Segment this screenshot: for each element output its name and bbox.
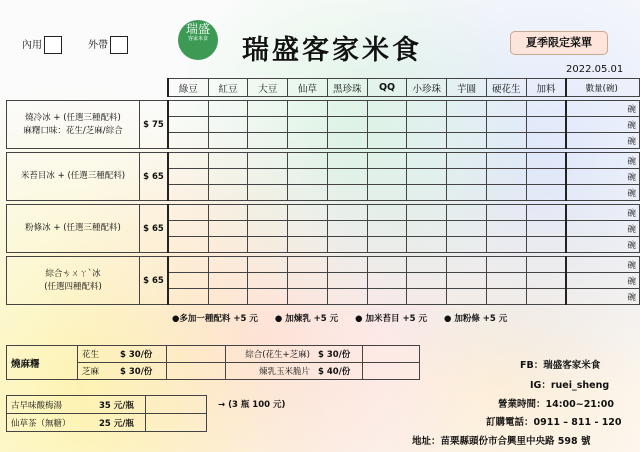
topping-cell[interactable] <box>526 205 566 221</box>
topping-cell[interactable] <box>407 153 447 169</box>
topping-cell[interactable] <box>367 237 407 253</box>
mochi-label: 燒麻糬 <box>7 346 78 380</box>
topping-cell[interactable] <box>288 153 328 169</box>
topping-cell[interactable] <box>208 117 248 133</box>
topping-cell[interactable] <box>447 289 487 305</box>
topping-cell[interactable] <box>367 117 407 133</box>
topping-cell[interactable] <box>367 169 407 185</box>
topping-cell[interactable] <box>327 185 367 201</box>
topping-cell[interactable] <box>208 289 248 305</box>
topping-cell[interactable] <box>447 257 487 273</box>
topping-cell[interactable] <box>526 185 566 201</box>
topping-cell[interactable] <box>248 205 288 221</box>
col-black-pearl: 黑珍珠 <box>327 79 367 97</box>
product-price: $ 65 <box>140 205 168 253</box>
quantity-cell[interactable] <box>566 237 639 253</box>
topping-cell[interactable] <box>526 117 566 133</box>
topping-cell[interactable] <box>407 289 447 305</box>
topping-cell[interactable] <box>327 205 367 221</box>
topping-cell[interactable] <box>208 273 248 289</box>
topping-cell[interactable] <box>248 185 288 201</box>
logo-text: 瑞盛 <box>185 22 210 36</box>
bowl-unit: 碗 <box>627 156 636 167</box>
topping-cell[interactable] <box>367 221 407 237</box>
topping-cell[interactable] <box>168 205 208 221</box>
topping-cell[interactable] <box>168 185 208 201</box>
topping-cell[interactable] <box>447 237 487 253</box>
drink-name: 仙草茶（無糖） <box>7 414 96 432</box>
topping-cell[interactable] <box>208 169 248 185</box>
topping-cell[interactable] <box>526 237 566 253</box>
topping-cell[interactable] <box>407 185 447 201</box>
product-name: 米苔目冰 + (任選三種配料) <box>20 171 126 181</box>
topping-cell[interactable] <box>486 133 526 149</box>
topping-cell[interactable] <box>486 117 526 133</box>
topping-cell[interactable] <box>327 169 367 185</box>
topping-cell[interactable] <box>288 185 328 201</box>
topping-cell[interactable] <box>367 289 407 305</box>
col-small-pearl: 小珍珠 <box>407 79 447 97</box>
col-quantity: 數量(碗) <box>566 79 639 97</box>
product-name: 燒冷冰 + (任選三種配料) <box>25 112 121 123</box>
topping-cell[interactable] <box>288 133 328 149</box>
topping-cell[interactable] <box>486 101 526 117</box>
table-header-row <box>7 79 640 97</box>
takeout-checkbox[interactable] <box>110 36 128 54</box>
drink-price: 25 元/瓶 <box>95 414 146 432</box>
topping-cell[interactable] <box>327 221 367 237</box>
topping-cell[interactable] <box>486 289 526 305</box>
bowl-unit: 碗 <box>627 104 636 115</box>
dine-in-label: 內用 <box>22 40 42 51</box>
topping-cell[interactable] <box>407 205 447 221</box>
topping-cell[interactable] <box>208 205 248 221</box>
topping-cell[interactable] <box>208 237 248 253</box>
topping-cell[interactable] <box>168 237 208 253</box>
mochi-table <box>6 345 420 380</box>
mochi-item-price: $ 40/份 <box>314 363 363 380</box>
mochi-qty-cell[interactable] <box>363 346 420 363</box>
topping-cell[interactable] <box>367 273 407 289</box>
product-name-cell <box>7 153 140 201</box>
topping-cell[interactable] <box>248 273 288 289</box>
topping-cell[interactable] <box>288 117 328 133</box>
topping-cell[interactable] <box>447 221 487 237</box>
product-name-cell <box>7 205 140 253</box>
page-title: 瑞盛客家米食 <box>242 35 422 66</box>
topping-cell[interactable] <box>208 133 248 149</box>
bowl-unit: 碗 <box>627 240 636 251</box>
product-name-cell <box>7 101 140 149</box>
topping-cell[interactable] <box>447 273 487 289</box>
topping-cell[interactable] <box>248 101 288 117</box>
addon-item: ● 加米苔目 +5 元 <box>355 314 427 324</box>
takeout-option[interactable] <box>88 36 128 54</box>
product-name-cell <box>7 257 140 305</box>
topping-cell[interactable] <box>486 205 526 221</box>
dine-in-option[interactable] <box>22 36 62 54</box>
quantity-cell[interactable] <box>566 257 639 273</box>
drinks-table <box>6 395 207 432</box>
bowl-unit: 碗 <box>627 120 636 131</box>
product-price: $ 65 <box>140 257 168 305</box>
addons-line <box>172 312 521 324</box>
topping-cell[interactable] <box>526 101 566 117</box>
topping-cell[interactable] <box>248 257 288 273</box>
drink-offer: → (3 瓶 100 元) <box>218 400 286 410</box>
quantity-cell[interactable] <box>566 273 639 289</box>
topping-cell[interactable] <box>288 169 328 185</box>
col-grass-jelly: 仙草 <box>288 79 328 97</box>
product-name: 粉條冰 + (任選三種配料) <box>25 223 121 233</box>
topping-cell[interactable] <box>168 273 208 289</box>
brand-logo <box>178 20 218 60</box>
col-taro-ball: 芋圓 <box>447 79 487 97</box>
topping-cell[interactable] <box>288 237 328 253</box>
topping-cell[interactable] <box>486 257 526 273</box>
topping-cell[interactable] <box>407 257 447 273</box>
topping-cell[interactable] <box>288 257 328 273</box>
table-row <box>7 101 640 117</box>
mochi-item-name: 綜合(花生+芝麻) <box>226 346 315 363</box>
quantity-cell[interactable] <box>566 221 639 237</box>
address-info: 地址：苗栗縣頭份市合興里中央路 598 號 <box>412 436 591 447</box>
topping-cell[interactable] <box>248 133 288 149</box>
topping-cell[interactable] <box>486 169 526 185</box>
topping-cell[interactable] <box>447 205 487 221</box>
topping-cell[interactable] <box>327 237 367 253</box>
col-soybean: 大豆 <box>248 79 288 97</box>
hours-info: 營業時間：14:00~21:00 <box>498 399 614 410</box>
topping-cell[interactable] <box>447 101 487 117</box>
table-row <box>7 257 640 273</box>
topping-cell[interactable] <box>486 153 526 169</box>
mochi-item-name: 花生 <box>78 346 117 363</box>
topping-cell[interactable] <box>288 289 328 305</box>
topping-cell[interactable] <box>367 257 407 273</box>
topping-cell[interactable] <box>248 289 288 305</box>
topping-cell[interactable] <box>447 169 487 185</box>
phone-info: 訂購電話：0911 – 811 - 120 <box>486 417 622 428</box>
bowl-unit: 碗 <box>627 292 636 303</box>
topping-cell[interactable] <box>168 101 208 117</box>
topping-cell[interactable] <box>288 205 328 221</box>
product-price: $ 75 <box>140 101 168 149</box>
table-row <box>7 205 640 221</box>
topping-cell[interactable] <box>327 101 367 117</box>
quantity-cell[interactable] <box>566 169 639 185</box>
topping-cell[interactable] <box>407 117 447 133</box>
menu-date: 2022.05.01 <box>566 64 624 75</box>
topping-cell[interactable] <box>407 273 447 289</box>
addon-item: ●多加一種配料 +5 元 <box>172 314 258 324</box>
bowl-unit: 碗 <box>627 260 636 271</box>
topping-cell[interactable] <box>168 169 208 185</box>
topping-cell[interactable] <box>367 185 407 201</box>
takeout-label: 外帶 <box>88 40 108 51</box>
col-mung-bean: 綠豆 <box>168 79 208 97</box>
mochi-item-price: $ 30/份 <box>116 346 167 363</box>
mochi-item-name: 煉乳玉米脆片 <box>226 363 315 380</box>
summer-menu-badge: 夏季限定菜單 <box>510 31 608 55</box>
order-table <box>6 78 640 305</box>
topping-cell[interactable] <box>168 133 208 149</box>
bowl-unit: 碗 <box>627 276 636 287</box>
product-name: 綜合ㄘㄨㄚˋ冰 <box>45 268 101 279</box>
quantity-cell[interactable] <box>566 185 639 201</box>
topping-cell[interactable] <box>288 221 328 237</box>
topping-cell[interactable] <box>208 101 248 117</box>
bowl-unit: 碗 <box>627 188 636 199</box>
topping-cell[interactable] <box>367 205 407 221</box>
topping-cell[interactable] <box>208 185 248 201</box>
drink-qty-cell[interactable] <box>146 396 207 414</box>
mochi-qty-cell[interactable] <box>363 363 420 380</box>
topping-cell[interactable] <box>168 289 208 305</box>
topping-cell[interactable] <box>526 153 566 169</box>
topping-cell[interactable] <box>208 257 248 273</box>
quantity-cell[interactable] <box>566 153 639 169</box>
mochi-item-name: 芝麻 <box>78 363 117 380</box>
topping-cell[interactable] <box>367 101 407 117</box>
topping-cell[interactable] <box>168 257 208 273</box>
product-note: 麻糬口味：花生/芝麻/綜合 <box>23 125 123 136</box>
col-extra: 加料 <box>526 79 566 97</box>
col-hard-peanut: 硬花生 <box>486 79 526 97</box>
topping-cell[interactable] <box>248 117 288 133</box>
logo-subtext: 客家米食 <box>187 36 208 42</box>
topping-cell[interactable] <box>526 169 566 185</box>
quantity-cell[interactable] <box>566 117 639 133</box>
topping-cell[interactable] <box>407 169 447 185</box>
topping-cell[interactable] <box>407 101 447 117</box>
topping-cell[interactable] <box>526 221 566 237</box>
topping-cell[interactable] <box>407 221 447 237</box>
topping-cell[interactable] <box>526 257 566 273</box>
mochi-item-price: $ 30/份 <box>116 363 167 380</box>
topping-cell[interactable] <box>327 289 367 305</box>
topping-cell[interactable] <box>248 221 288 237</box>
table-row <box>7 153 640 169</box>
topping-cell[interactable] <box>526 289 566 305</box>
topping-cell[interactable] <box>407 133 447 149</box>
topping-cell[interactable] <box>327 117 367 133</box>
quantity-cell[interactable] <box>566 101 639 117</box>
bowl-unit: 碗 <box>627 208 636 219</box>
addon-item: ● 加煉乳 +5 元 <box>274 314 339 324</box>
product-price: $ 65 <box>140 153 168 201</box>
topping-cell[interactable] <box>486 185 526 201</box>
drink-qty-cell[interactable] <box>146 414 207 432</box>
topping-cell[interactable] <box>288 101 328 117</box>
topping-cell[interactable] <box>486 221 526 237</box>
topping-cell[interactable] <box>168 153 208 169</box>
topping-cell[interactable] <box>248 169 288 185</box>
fb-info: FB：瑞盛客家米食 <box>520 360 601 371</box>
topping-cell[interactable] <box>168 117 208 133</box>
product-note: (任選四種配料) <box>44 281 102 292</box>
mochi-qty-cell[interactable] <box>167 346 226 363</box>
col-red-bean: 紅豆 <box>208 79 248 97</box>
topping-cell[interactable] <box>367 153 407 169</box>
topping-cell[interactable] <box>327 273 367 289</box>
quantity-cell[interactable] <box>566 205 639 221</box>
topping-cell[interactable] <box>526 133 566 149</box>
topping-cell[interactable] <box>248 237 288 253</box>
mochi-qty-cell[interactable] <box>167 363 226 380</box>
topping-cell[interactable] <box>327 133 367 149</box>
topping-cell[interactable] <box>447 133 487 149</box>
topping-cell[interactable] <box>327 257 367 273</box>
quantity-cell[interactable] <box>566 289 639 305</box>
topping-cell[interactable] <box>288 273 328 289</box>
drink-name: 古早味酸梅湯 <box>7 396 96 414</box>
topping-cell[interactable] <box>367 133 407 149</box>
topping-cell[interactable] <box>447 153 487 169</box>
topping-cell[interactable] <box>327 153 367 169</box>
topping-cell[interactable] <box>248 153 288 169</box>
mochi-item-price: $ 30/份 <box>314 346 363 363</box>
topping-cell[interactable] <box>168 221 208 237</box>
ig-info: IG：ruei_sheng <box>530 380 610 391</box>
drink-price: 35 元/瓶 <box>95 396 146 414</box>
topping-cell[interactable] <box>447 185 487 201</box>
topping-cell[interactable] <box>407 237 447 253</box>
topping-cell[interactable] <box>208 153 248 169</box>
bowl-unit: 碗 <box>627 136 636 147</box>
topping-cell[interactable] <box>208 221 248 237</box>
bowl-unit: 碗 <box>627 224 636 235</box>
dine-in-checkbox[interactable] <box>44 36 62 54</box>
col-qq: QQ <box>367 79 407 97</box>
quantity-cell[interactable] <box>566 133 639 149</box>
bowl-unit: 碗 <box>627 172 636 183</box>
topping-cell[interactable] <box>486 237 526 253</box>
addon-item: ● 加粉條 +5 元 <box>443 314 508 324</box>
topping-cell[interactable] <box>447 117 487 133</box>
topping-cell[interactable] <box>486 273 526 289</box>
topping-cell[interactable] <box>526 273 566 289</box>
